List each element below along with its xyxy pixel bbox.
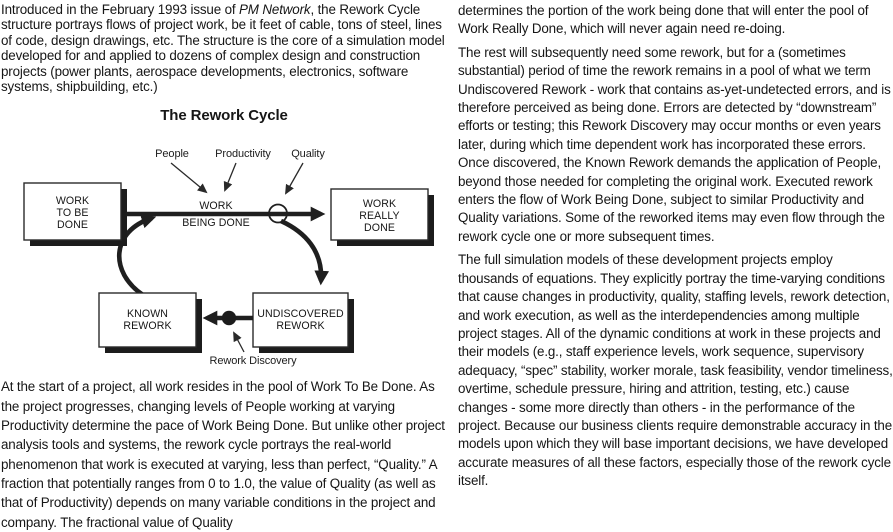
box-label: WORK (55, 195, 90, 208)
rework-discovery-dot-icon (222, 311, 236, 325)
flow-label-line1: WORK (199, 200, 233, 213)
flow-label-line2: BEING DONE (182, 217, 250, 230)
people-arrow-icon (171, 163, 206, 192)
box-undiscovered-rework (253, 293, 354, 353)
intro-text-pre: Introduced in the February 1993 issue of (1, 2, 240, 17)
intro-paragraph (1, 2, 447, 94)
left-column (1, 2, 447, 532)
box-label: WORK (362, 198, 397, 211)
people-label: People (155, 148, 189, 161)
quality-label: Quality (291, 148, 325, 161)
rework-discovery-pointer-icon (234, 333, 244, 352)
box-work-to-be-done (24, 183, 127, 246)
box-label: DONE (56, 219, 89, 232)
diagram-title: The Rework Cycle (160, 107, 288, 125)
undiscovered-rework-arrow-icon (281, 221, 321, 281)
productivity-label: Productivity (215, 148, 271, 161)
left-body-paragraph: At the start of a project, all work resides in the pool of Work To Be Done. As the project progresses, changing levels of People working at varying Productivity determine the pace of Work Being Done. But unlike other project analysis tools and systems, the rework cycle portrays the real-world phenomenon that work is executed at varying, less than perfect, “Quality.” A fraction that potentially ranges from 0 to 1.0, the value of Quality (as well as that of Productivity) depends on many variable conditions in the project and company. The fractional value of Quality (1, 379, 445, 530)
rework-cycle-diagram (1, 132, 447, 370)
box-label: UNDISCOVERED (257, 308, 344, 321)
publication-name: PM Network (239, 2, 311, 17)
right-paragraph-2: The rest will subsequently need some rework, but for a (sometimes substantial) period of time the rework remains in a pool of what we term Undiscovered Rework - work that contains as-yet-undetected errors, and is therefore perceived as being done. Errors are detected by “downstream” efforts or testing; this Rework Discovery may occur months or even years later, during which time dependent work has incorporated these errors. Once discovered, the Known Rework demands the application of People, beyond those needed for completing the original work. Executed rework enters the flow of Work Being Done, subject to similar Productivity and Quality variations. Some of the reworked items may even flow through the rework cycle one or more subsequent times. (458, 44, 891, 244)
box-label: KNOWN (126, 308, 169, 321)
box-label: REWORK (276, 320, 325, 333)
box-label: DONE (363, 222, 396, 235)
right-paragraph-1: determines the portion of the work being done that will enter the pool of Work Really Done, which will never again need re-doing. (458, 3, 869, 37)
intro-text-post: , the Rework Cycle structure portrays flows of project work, be it feet of cable, tons of steel, lines of code, design drawings, etc. The structure is the core of a simulation model developed for and applied to dozens of complex design and construction projects (power plants, aerospace developments, electronics, software systems, shipbuilding, etc.) (1, 2, 445, 95)
box-work-really-done (331, 189, 434, 246)
box-label: REALLY (359, 210, 400, 223)
right-column (458, 2, 893, 532)
box-label: REWORK (123, 320, 172, 333)
quality-arrow-icon (286, 163, 303, 193)
right-paragraph-3: The full simulation models of these development projects employ thousands of equations. They explicitly portray the time-varying conditions that cause changes in productivity, quality, staffing levels, rework detection, and work execution, as well as the interdependencies among multiple project stages. All of the dynamic conditions at work in these projects and their models (e.g., staff experience levels, work sequence, supervisory adequacy, “spec” stability, worker morale, task feasibility, vendor timeliness, overtime, schedule pressure, hiring and attrition, testing, etc.) cause changes - some more directly than others - in the performance of the project. Because our business clients require demonstrable accuracy in the models upon which they will base important decisions, we have developed accurate measures of all these factors, especially those of the rework cycle itself. (458, 252, 893, 489)
productivity-arrow-icon (225, 163, 236, 190)
rework-discovery-label: Rework Discovery (209, 355, 297, 368)
box-label: TO BE (56, 207, 89, 220)
box-known-rework (99, 293, 202, 353)
